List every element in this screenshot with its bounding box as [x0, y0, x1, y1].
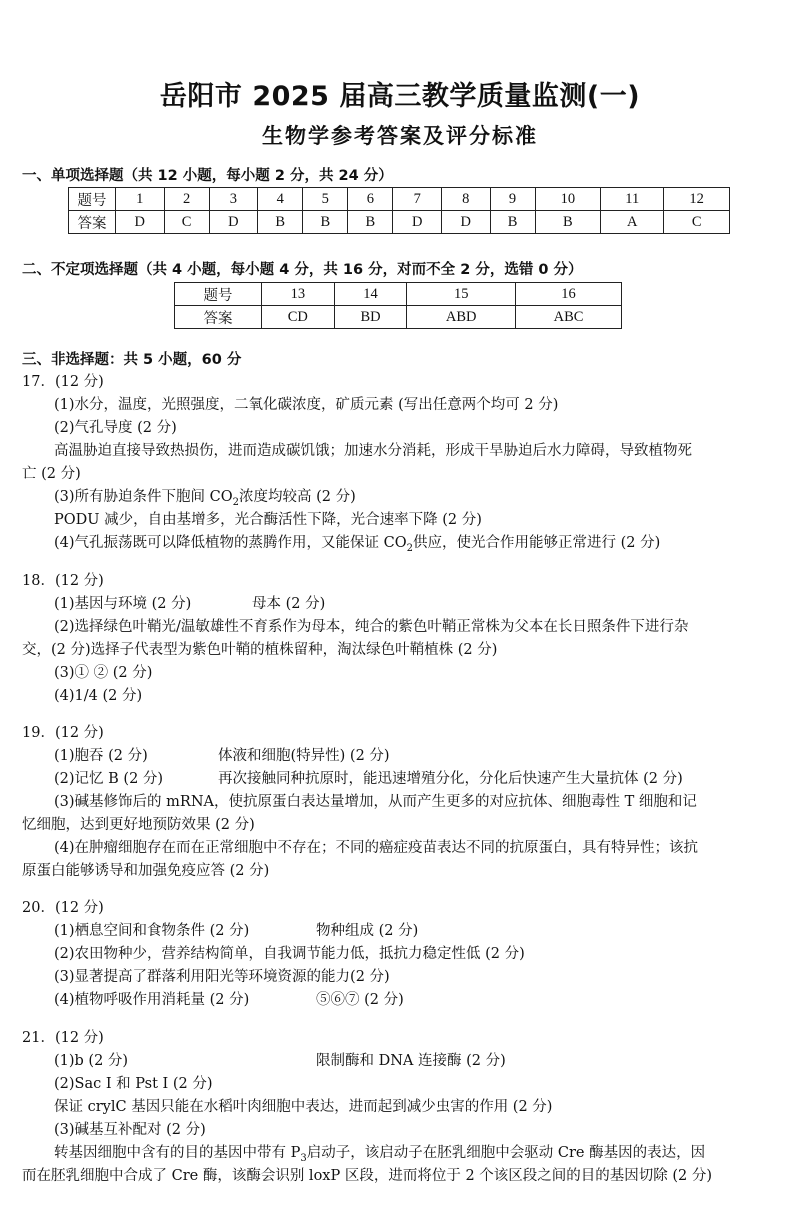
q19-answer-4: (4)在肿瘤细胞存在而在正常细胞中不存在；不同的癌症疫苗表达不同的抗原蛋白，具有特异性；该抗 [54, 840, 699, 856]
table-row-label: 答案 [69, 211, 116, 234]
question-number-cell: 7 [393, 188, 442, 211]
q18-answer-4: (4)1/4 (2 分) [54, 688, 143, 704]
q19-answer-1b: 体液和细胞(特异性) (2 分) [218, 748, 390, 764]
q19-answer-1a: (1)胞吞 (2 分) [54, 748, 148, 764]
q21-number: 21．(12 分) [22, 1030, 104, 1046]
q21-answer-1b: 限制酶和 DNA 连接酶 (2 分) [316, 1053, 506, 1069]
answer-cell: C [164, 211, 209, 234]
single-choice-answer-table [68, 187, 730, 234]
answer-cell: C [664, 211, 730, 234]
answer-cell: D [441, 211, 490, 234]
section3-heading: 三、非选择题：共 5 小题，60 分 [22, 352, 242, 368]
q17-answer-2-detail-cont: 亡 (2 分) [22, 466, 81, 482]
section2-heading: 二、不定项选择题（共 4 小题，每小题 4 分，共 16 分，对而不全 2 分，选错 0 分） [22, 262, 583, 278]
q17-number: 17．(12 分) [22, 374, 104, 390]
q19-answer-4-cont: 原蛋白能够诱导和加强免疫应答 (2 分) [22, 863, 270, 879]
q20-answer-4a: (4)植物呼吸作用消耗量 (2 分) [54, 992, 250, 1008]
answer-cell: B [490, 211, 535, 234]
question-number-cell: 13 [262, 283, 335, 306]
q21-answer-2-detail: 保证 crylC 基因只能在水稻叶肉细胞中表达，进而起到减少虫害的作用 (2 分) [54, 1099, 553, 1115]
page-title: 岳阳市 2025 届高三教学质量监测(一) [159, 81, 641, 112]
answer-cell: CD [262, 306, 335, 329]
question-number-cell: 4 [258, 188, 303, 211]
q20-answer-1a: (1)栖息空间和食物条件 (2 分) [54, 923, 250, 939]
q18-number: 18．(12 分) [22, 573, 104, 589]
question-number-cell: 2 [164, 188, 209, 211]
q19-answer-3: (3)碱基修饰后的 mRNA，使抗原蛋白表达量增加，从而产生更多的对应抗体、细胞毒性 T 细胞和记 [54, 794, 697, 810]
q20-answer-2: (2)农田物种少，营养结构简单，自我调节能力低，抵抗力稳定性低 (2 分) [54, 946, 525, 962]
q20-answer-3: (3)显著提高了群落利用阳光等环境资源的能力(2 分) [54, 969, 390, 985]
q19-answer-2b: 再次接触同种抗原时，能迅速增殖分化，分化后快速产生大量抗体 (2 分) [218, 771, 683, 787]
table-row-label: 答案 [175, 306, 262, 329]
table-row-label: 题号 [175, 283, 262, 306]
question-number-cell: 15 [407, 283, 516, 306]
q20-number: 20．(12 分) [22, 900, 104, 916]
q18-answer-2: (2)选择绿色叶鞘光/温敏雄性不育系作为母本，纯合的紫色叶鞘正常株为父本在长日照条件下进行杂 [54, 619, 689, 635]
table-row-label: 题号 [69, 188, 116, 211]
answer-cell: A [601, 211, 664, 234]
q17-answer-2-detail: 高温胁迫直接导致热损伤，进而造成碳饥饿；加速水分消耗，形成干旱胁迫后水力障碍，导致植物死 [54, 443, 692, 459]
q20-answer-4b: ⑤⑥⑦ (2 分) [316, 992, 404, 1008]
question-number-cell: 11 [601, 188, 664, 211]
answer-cell: ABC [516, 306, 622, 329]
q21-answer-2: (2)Sac I 和 Pst I (2 分) [54, 1076, 213, 1092]
question-number-cell: 9 [490, 188, 535, 211]
question-number-cell: 12 [664, 188, 730, 211]
answer-cell: D [116, 211, 165, 234]
section1-heading: 一、单项选择题（共 12 小题，每小题 2 分，共 24 分） [22, 168, 393, 184]
answer-cell: D [209, 211, 258, 234]
page-subtitle: 生物学参考答案及评分标准 [262, 123, 538, 148]
q18-answer-1b: 母本 (2 分) [252, 596, 326, 612]
answer-cell: ABD [407, 306, 516, 329]
q21-answer-3-detail-cont: 而在胚乳细胞中合成了 Cre 酶，该酶会识别 loxP 区段，进而将位于 2 个该区段之间的目的基因切除 (2 分) [22, 1168, 713, 1184]
answer-cell: BD [334, 306, 407, 329]
q18-answer-3: (3)① ② (2 分) [54, 665, 153, 681]
q17-answer-3-detail: PODU 减少，自由基增多，光合酶活性下降，光合速率下降 (2 分) [54, 512, 482, 528]
q17-answer-3: (3)所有胁迫条件下胞间 $CO_2$浓度均较高 (2 分) [54, 489, 356, 508]
answer-cell: B [348, 211, 393, 234]
q18-answer-2-cont: 交，(2 分)选择子代表型为紫色叶鞘的植株留种，淘汰绿色叶鞘植株 (2 分) [22, 642, 498, 658]
q17-answer-1: (1)水分，温度，光照强度，二氧化碳浓度，矿质元素 (写出任意两个均可 2 分) [54, 397, 559, 413]
question-number-cell: 10 [535, 188, 601, 211]
answer-cell: D [393, 211, 442, 234]
q17-answer-2: (2)气孔导度 (2 分) [54, 420, 177, 436]
question-number-cell: 1 [116, 188, 165, 211]
q18-answer-1a: (1)基因与环境 (2 分) [54, 596, 192, 612]
multi-choice-answer-table [174, 282, 622, 329]
q21-answer-1a: (1)b (2 分) [54, 1053, 129, 1069]
q20-answer-1b: 物种组成 (2 分) [316, 923, 419, 939]
answer-cell: B [258, 211, 303, 234]
q19-number: 19．(12 分) [22, 725, 104, 741]
answer-cell: B [303, 211, 348, 234]
q21-answer-3: (3)碱基互补配对 (2 分) [54, 1122, 206, 1138]
answer-cell: B [535, 211, 601, 234]
question-number-cell: 6 [348, 188, 393, 211]
q19-answer-2a: (2)记忆 B (2 分) [54, 771, 164, 787]
q21-answer-3-detail: 转基因细胞中含有的目的基因中带有 $P_3$启动子，该启动子在胚乳细胞中会驱动 Cre 酶基因的表达，因 [54, 1145, 706, 1164]
question-number-cell: 8 [441, 188, 490, 211]
question-number-cell: 5 [303, 188, 348, 211]
q19-answer-3-cont: 忆细胞，达到更好地预防效果 (2 分) [22, 817, 255, 833]
question-number-cell: 14 [334, 283, 407, 306]
question-number-cell: 3 [209, 188, 258, 211]
q17-answer-4: (4)气孔振荡既可以降低植物的蒸腾作用，又能保证 $CO_2$供应，使光合作用能够正常进行 (2 分) [54, 535, 661, 554]
question-number-cell: 16 [516, 283, 622, 306]
